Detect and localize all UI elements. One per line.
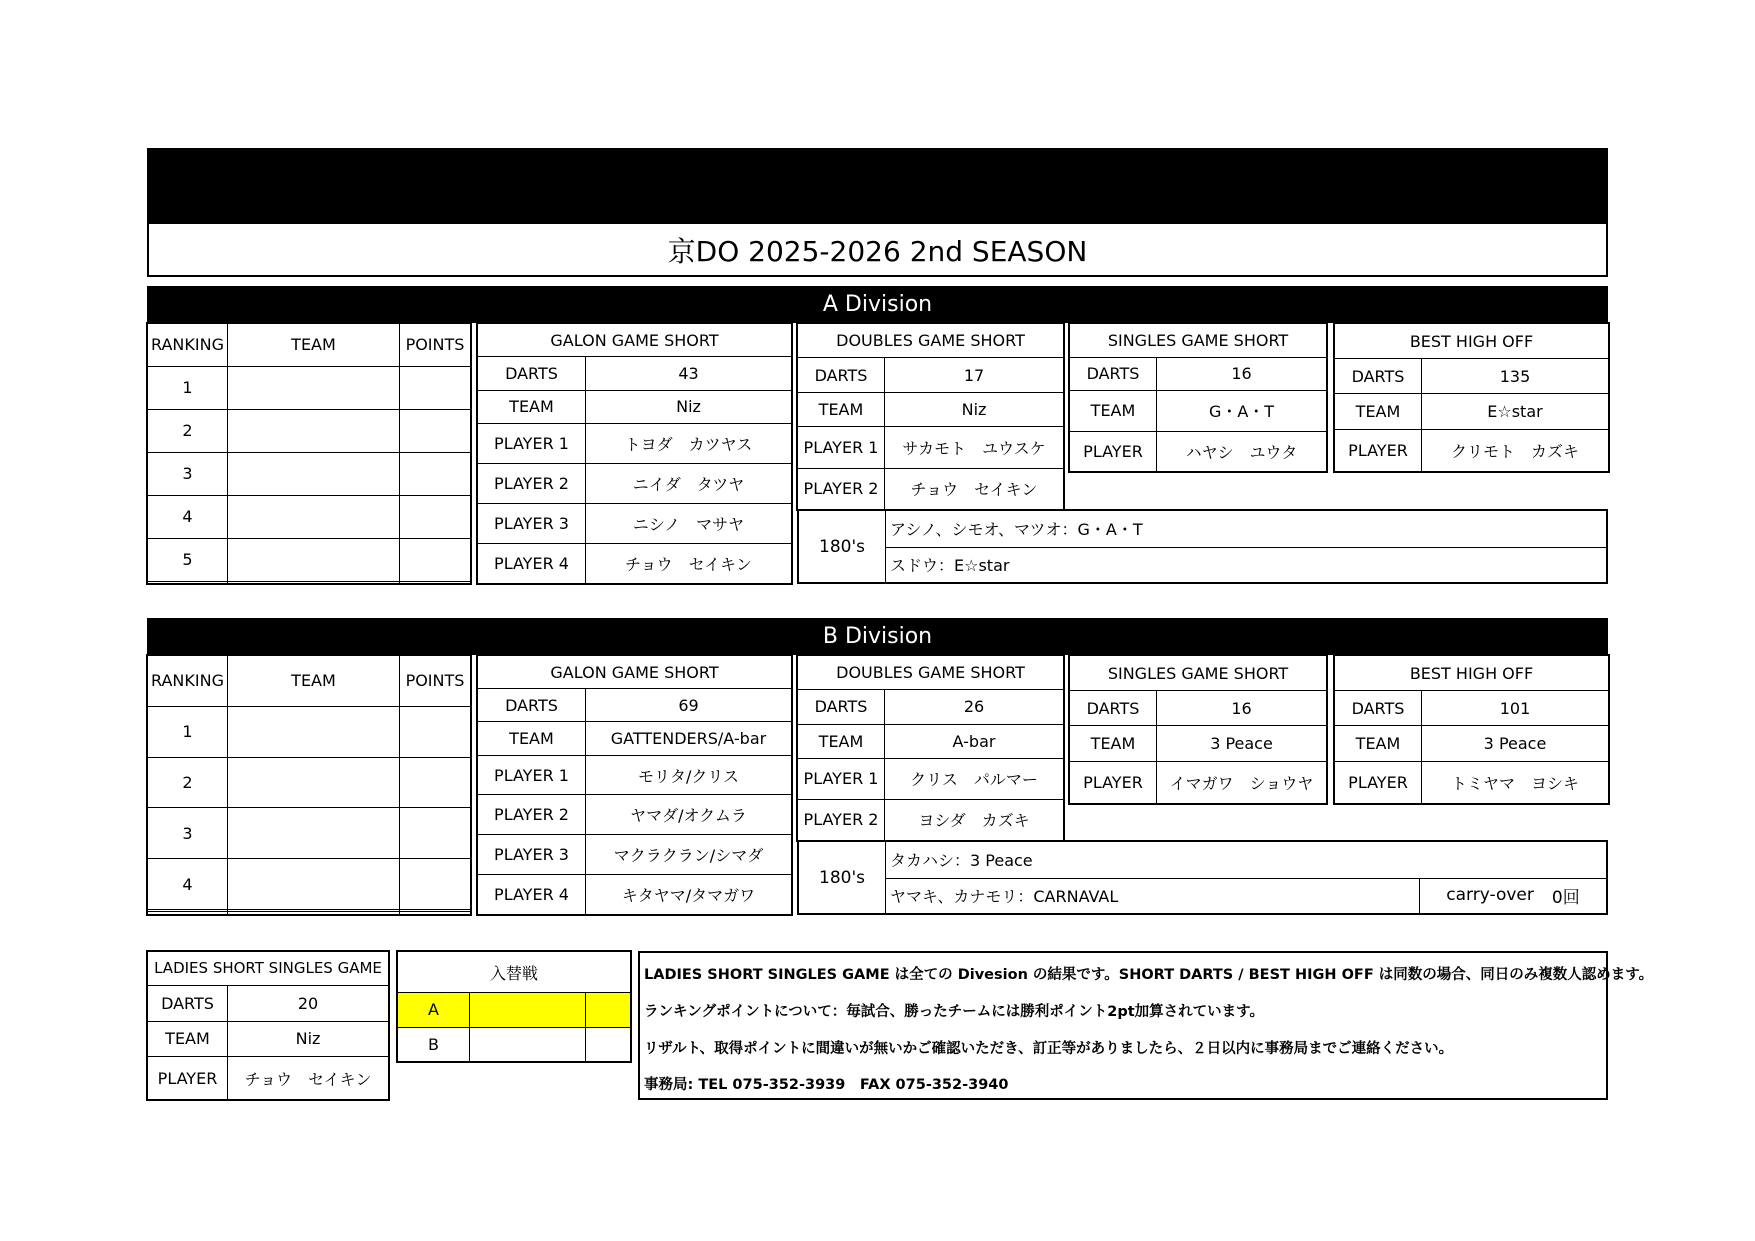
row-value: E☆star: [1422, 394, 1609, 429]
table-row: [478, 722, 792, 755]
row-value: Niz: [228, 1021, 389, 1057]
row-label: DARTS: [798, 690, 885, 724]
table-row: [1070, 761, 1327, 803]
table-row: [148, 409, 471, 452]
table-row: [1335, 656, 1609, 691]
table-row: [798, 358, 1064, 392]
row-value: 3 Peace: [1422, 726, 1609, 761]
table-row: [398, 993, 631, 1027]
table-row: [1335, 324, 1609, 359]
table-row: [148, 985, 389, 1021]
rank-cell: 1: [148, 706, 228, 757]
row-value: チョウ セイキン: [586, 543, 792, 583]
a-ranking-table: [147, 323, 471, 584]
irekae-cell: [470, 993, 586, 1027]
a-best-high-off-table: [1334, 323, 1609, 472]
irekae-cell: [470, 1027, 586, 1061]
team-cell: [228, 757, 400, 808]
row-value: 16: [1157, 357, 1327, 391]
row-label: TEAM: [478, 390, 586, 423]
points-header: POINTS: [400, 324, 471, 367]
table-row: [148, 538, 471, 581]
irekae-cell: [586, 1027, 631, 1061]
row-label: PLAYER: [148, 1057, 228, 1100]
table-row: [478, 324, 792, 357]
table-row: [478, 875, 792, 915]
row-value: 20: [228, 985, 389, 1021]
notes-box: [638, 951, 1654, 1100]
table-row: [798, 392, 1064, 426]
row-label: PLAYER 1: [798, 427, 885, 468]
row-value: トヨダ カツヤス: [586, 423, 792, 463]
team-header: TEAM: [228, 324, 400, 367]
table-row: [478, 423, 792, 463]
table-row: [798, 427, 1064, 468]
table-row: [478, 755, 792, 795]
row-value: トミヤマ ヨシキ: [1422, 761, 1609, 803]
rank-cell: 4: [148, 859, 228, 910]
row-label: PLAYER 2: [478, 795, 586, 835]
b-best-high-off-table: [1334, 655, 1609, 804]
b-180s-box: [797, 840, 1608, 915]
table-row: [478, 390, 792, 423]
irekae-cell: [586, 993, 631, 1027]
points-cell: [400, 706, 471, 757]
180s-line: タカハシ：3 Peace: [885, 842, 1606, 879]
irekae-header: 入替戦: [398, 952, 631, 993]
table-row: [1070, 357, 1327, 391]
row-value: 16: [1157, 691, 1327, 726]
ladies-header: LADIES SHORT SINGLES GAME: [148, 952, 389, 986]
doubles-header: DOUBLES GAME SHORT: [798, 324, 1064, 358]
row-value: G・A・T: [1157, 391, 1327, 431]
carry-over-value: 0回: [1551, 887, 1580, 908]
row-value: 69: [586, 689, 792, 722]
table-row: [148, 1021, 389, 1057]
row-value: モリタ/クリス: [586, 755, 792, 795]
a-180s-box: [797, 509, 1608, 584]
galon-header: GALON GAME SHORT: [478, 324, 792, 357]
row-value: チョウ セイキン: [228, 1057, 389, 1100]
row-label: PLAYER 3: [478, 503, 586, 543]
row-label: DARTS: [1070, 357, 1157, 391]
row-label: PLAYER 1: [478, 423, 586, 463]
row-label: PLAYER 4: [478, 543, 586, 583]
a-doubles-table: [797, 323, 1064, 510]
rank-cell: 1: [148, 366, 228, 409]
rank-cell: 2: [148, 757, 228, 808]
a-galon-table: [477, 323, 792, 584]
row-value: ニイダ タツヤ: [586, 463, 792, 503]
points-cell: [400, 757, 471, 808]
ranking-header: RANKING: [148, 656, 228, 707]
row-value: 17: [885, 358, 1064, 392]
note-line: 事務局: TEL 075-352-3939 FAX 075-352-3940: [644, 1077, 1009, 1093]
row-value: ヨシダ カズキ: [885, 799, 1064, 840]
carry-over-label: carry-over: [1446, 885, 1534, 906]
row-value: クリス パルマー: [885, 758, 1064, 799]
row-value: 43: [586, 357, 792, 390]
table-row: [1070, 726, 1327, 761]
b-ranking-table: [147, 655, 471, 915]
table-row: [798, 799, 1064, 840]
row-label: DARTS: [478, 357, 586, 390]
singles-header: SINGLES GAME SHORT: [1070, 324, 1327, 358]
a-division-label: A Division: [822, 292, 933, 317]
table-row: [148, 581, 471, 583]
points-cell: [400, 538, 471, 581]
table-row: [148, 1057, 389, 1100]
row-value: キタヤマ/タマガワ: [586, 875, 792, 915]
table-row: [478, 689, 792, 722]
row-label: PLAYER: [1070, 431, 1157, 471]
row-label: TEAM: [1070, 726, 1157, 761]
row-value: ハヤシ ユウタ: [1157, 431, 1327, 471]
table-row: [478, 543, 792, 583]
table-row: [148, 706, 471, 757]
table-row: [798, 724, 1064, 758]
b-singles-table: [1069, 655, 1327, 804]
row-value: ニシノ マサヤ: [586, 503, 792, 543]
points-cell: [400, 808, 471, 859]
table-row: [478, 463, 792, 503]
row-value: 135: [1422, 359, 1609, 394]
row-label: PLAYER 2: [798, 468, 885, 509]
table-row: [1335, 394, 1609, 429]
team-cell: [228, 912, 400, 915]
row-label: TEAM: [1335, 726, 1422, 761]
table-row: [148, 859, 471, 910]
table-row: [148, 808, 471, 859]
row-label: PLAYER: [1335, 429, 1422, 471]
table-row: [478, 656, 792, 689]
row-value: マクラクラン/シマダ: [586, 835, 792, 875]
table-row: [1070, 391, 1327, 431]
team-header: TEAM: [228, 656, 400, 707]
row-label: PLAYER 2: [798, 799, 885, 840]
table-row: [1070, 324, 1327, 358]
best-high-off-header: BEST HIGH OFF: [1335, 656, 1609, 691]
points-cell: [400, 495, 471, 538]
table-row: [1070, 431, 1327, 471]
table-row: [1335, 761, 1609, 803]
row-value: Niz: [586, 390, 792, 423]
row-value: GATTENDERS/A-bar: [586, 722, 792, 755]
180s-label: 180's: [799, 511, 886, 582]
table-row: [798, 324, 1064, 358]
galon-header: GALON GAME SHORT: [478, 656, 792, 689]
row-label: TEAM: [1335, 394, 1422, 429]
irekae-label: B: [398, 1027, 470, 1061]
points-header: POINTS: [400, 656, 471, 707]
carry-over-cell: [1419, 878, 1606, 914]
row-value: A-bar: [885, 724, 1064, 758]
row-label: PLAYER 1: [478, 755, 586, 795]
rank-cell: 3: [148, 808, 228, 859]
table-row: [478, 357, 792, 390]
row-label: DARTS: [1070, 691, 1157, 726]
row-label: DARTS: [478, 689, 586, 722]
row-label: TEAM: [798, 392, 885, 426]
row-label: PLAYER 2: [478, 463, 586, 503]
table-row: [478, 835, 792, 875]
row-value: ヤマダ/オクムラ: [586, 795, 792, 835]
table-row: [798, 656, 1064, 690]
row-value: 3 Peace: [1157, 726, 1327, 761]
team-cell: [228, 706, 400, 757]
row-label: PLAYER: [1070, 761, 1157, 803]
table-row: [148, 452, 471, 495]
team-cell: [228, 409, 400, 452]
row-label: TEAM: [148, 1021, 228, 1057]
row-value: 26: [885, 690, 1064, 724]
180s-line: ヤマキ、カナモリ：CARNAVAL: [890, 886, 1119, 906]
points-cell: [400, 366, 471, 409]
team-cell: [228, 581, 400, 583]
rank-cell: 2: [148, 409, 228, 452]
row-label: PLAYER 4: [478, 875, 586, 915]
row-value: Niz: [885, 392, 1064, 426]
points-cell: [400, 581, 471, 583]
ladies-table: [147, 951, 389, 1100]
table-row: [148, 324, 471, 367]
180s-label: 180's: [799, 842, 886, 913]
doubles-header: DOUBLES GAME SHORT: [798, 656, 1064, 690]
irekae-table: [397, 951, 631, 1062]
points-cell: [400, 452, 471, 495]
rank-cell: 5: [148, 538, 228, 581]
team-cell: [228, 366, 400, 409]
table-row: [1070, 691, 1327, 726]
team-cell: [228, 538, 400, 581]
ranking-header: RANKING: [148, 324, 228, 367]
points-cell: [400, 912, 471, 915]
table-row: [478, 503, 792, 543]
table-row: [798, 758, 1064, 799]
page-title: [147, 222, 1608, 277]
rank-cell: 3: [148, 452, 228, 495]
row-label: DARTS: [148, 985, 228, 1021]
team-cell: [228, 808, 400, 859]
rank-cell: [148, 581, 228, 583]
180s-line: スドウ：E☆star: [890, 555, 1010, 575]
table-row: [798, 690, 1064, 724]
row-label: DARTS: [1335, 691, 1422, 726]
table-row: [1335, 429, 1609, 471]
table-row: [1070, 656, 1327, 691]
row-label: PLAYER: [1335, 761, 1422, 803]
row-label: TEAM: [798, 724, 885, 758]
table-row: [398, 952, 631, 993]
b-galon-table: [477, 655, 792, 915]
b-division-label: B Division: [822, 624, 933, 649]
table-row: [398, 1027, 631, 1061]
points-cell: [400, 859, 471, 910]
table-row: [148, 757, 471, 808]
row-label: TEAM: [478, 722, 586, 755]
row-label: PLAYER 1: [798, 758, 885, 799]
a-division-banner: [147, 286, 1608, 323]
table-row: [148, 952, 389, 986]
team-cell: [228, 452, 400, 495]
rank-cell: [148, 912, 228, 915]
table-row: [798, 468, 1064, 509]
table-row: [148, 656, 471, 707]
irekae-label: A: [398, 993, 470, 1027]
header-bar: [147, 148, 1608, 224]
row-value: サカモト ユウスケ: [885, 427, 1064, 468]
row-value: 101: [1422, 691, 1609, 726]
table-row: [1335, 726, 1609, 761]
b-doubles-table: [797, 655, 1064, 841]
table-row: [478, 795, 792, 835]
rank-cell: 4: [148, 495, 228, 538]
table-row: [148, 366, 471, 409]
note-line: リザルト、取得ポイントに間違いが無いかご確認いただき、訂正等がありましたら、２日以内に事務局までご連絡ください。: [644, 1041, 1454, 1057]
b-division-banner: [147, 618, 1608, 655]
table-row: [148, 912, 471, 915]
table-row: [148, 495, 471, 538]
row-value: チョウ セイキン: [885, 468, 1064, 509]
a-singles-table: [1069, 323, 1327, 472]
title-text: 京DO 2025-2026 2nd SEASON: [667, 234, 1088, 268]
row-label: DARTS: [1335, 359, 1422, 394]
row-value: イマガワ ショウヤ: [1157, 761, 1327, 803]
row-label: DARTS: [798, 358, 885, 392]
note-line: LADIES SHORT SINGLES GAME は全ての Divesion の結果です。SHORT DARTS / BEST HIGH OFF は同数の場合、同日のみ複数人認めます。: [644, 967, 1654, 983]
180s-line: アシノ、シモオ、マツオ：G・A・T: [885, 511, 1606, 548]
team-cell: [228, 859, 400, 910]
best-high-off-header: BEST HIGH OFF: [1335, 324, 1609, 359]
points-cell: [400, 409, 471, 452]
row-label: TEAM: [1070, 391, 1157, 431]
row-label: PLAYER 3: [478, 835, 586, 875]
singles-header: SINGLES GAME SHORT: [1070, 656, 1327, 691]
team-cell: [228, 495, 400, 538]
table-row: [1335, 691, 1609, 726]
row-value: クリモト カズキ: [1422, 429, 1609, 471]
table-row: [1335, 359, 1609, 394]
note-line: ランキングポイントについて：毎試合、勝ったチームには勝利ポイント2pt加算されています。: [644, 1004, 1265, 1020]
